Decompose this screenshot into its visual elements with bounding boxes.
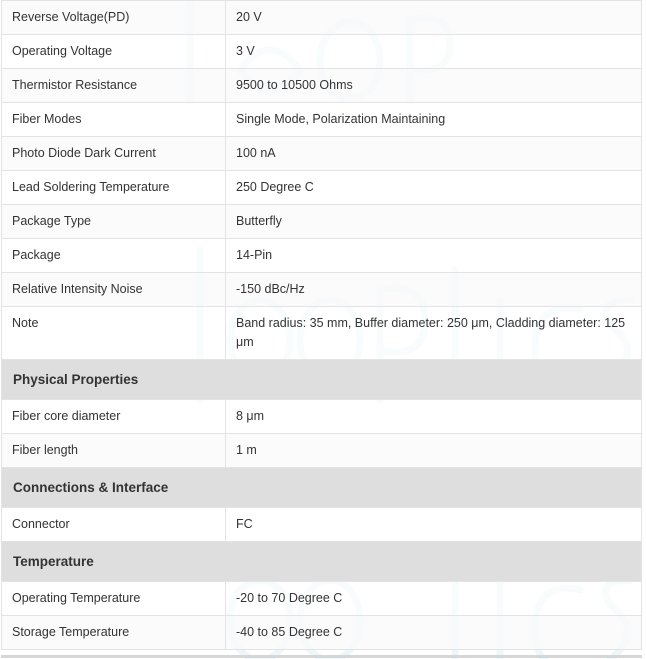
spec-label: Connector (2, 508, 226, 542)
spec-value: 100 nA (226, 137, 642, 171)
spec-label: Photo Diode Dark Current (2, 137, 226, 171)
spec-value: -40 to 85 Degree C (226, 616, 642, 650)
spec-row-storage-temperature (2, 616, 642, 650)
spec-label: Fiber length (2, 434, 226, 468)
spec-label: Package Type (2, 205, 226, 239)
spec-value: FC (226, 508, 642, 542)
spec-row-fiber-modes (2, 103, 642, 137)
spec-label: Relative Intensity Noise (2, 273, 226, 307)
spec-label: Operating Voltage (2, 35, 226, 69)
spec-label: Reverse Voltage(PD) (2, 1, 226, 35)
spec-value: 14-Pin (226, 239, 642, 273)
spec-value: 9500 to 10500 Ohms (226, 69, 642, 103)
spec-row-fiber-core-diameter (2, 400, 642, 434)
spec-label: Fiber Modes (2, 103, 226, 137)
spec-label: Operating Temperature (2, 582, 226, 616)
spec-row-relative-intensity-noise (2, 273, 642, 307)
spec-label: Fiber core diameter (2, 400, 226, 434)
section-title: Physical Properties (2, 360, 642, 400)
spec-row-fiber-length (2, 434, 642, 468)
table-bottom-border (1, 655, 642, 658)
spec-row-photo-diode-dark-current (2, 137, 642, 171)
spec-row-thermistor-resistance (2, 69, 642, 103)
section-header-temperature (2, 542, 642, 582)
spec-label: Lead Soldering Temperature (2, 171, 226, 205)
spec-row-operating-temperature (2, 582, 642, 616)
spec-value: -20 to 70 Degree C (226, 582, 642, 616)
section-header-connections-interface (2, 468, 642, 508)
spec-row-note (2, 307, 642, 360)
spec-label: Package (2, 239, 226, 273)
spec-row-connector (2, 508, 642, 542)
spec-label: Thermistor Resistance (2, 69, 226, 103)
spec-value: 20 V (226, 1, 642, 35)
spec-label: Storage Temperature (2, 616, 226, 650)
spec-row-package (2, 239, 642, 273)
spec-row-package-type (2, 205, 642, 239)
section-title: Connections & Interface (2, 468, 642, 508)
spec-value: 8 μm (226, 400, 642, 434)
section-title: Temperature (2, 542, 642, 582)
spec-value: Butterfly (226, 205, 642, 239)
section-header-physical-properties (2, 360, 642, 400)
spec-value: Single Mode, Polarization Maintaining (226, 103, 642, 137)
spec-value: 1 m (226, 434, 642, 468)
spec-value: -150 dBc/Hz (226, 273, 642, 307)
spec-value: 3 V (226, 35, 642, 69)
spec-row-operating-voltage (2, 35, 642, 69)
spec-row-reverse-voltage (2, 1, 642, 35)
spec-value: Band radius: 35 mm, Buffer diameter: 250 μm, Cladding diameter: 125 μm (226, 307, 642, 360)
spec-row-lead-soldering-temperature (2, 171, 642, 205)
spec-value: 250 Degree C (226, 171, 642, 205)
specifications-table (1, 0, 642, 650)
spec-label: Note (2, 307, 226, 360)
